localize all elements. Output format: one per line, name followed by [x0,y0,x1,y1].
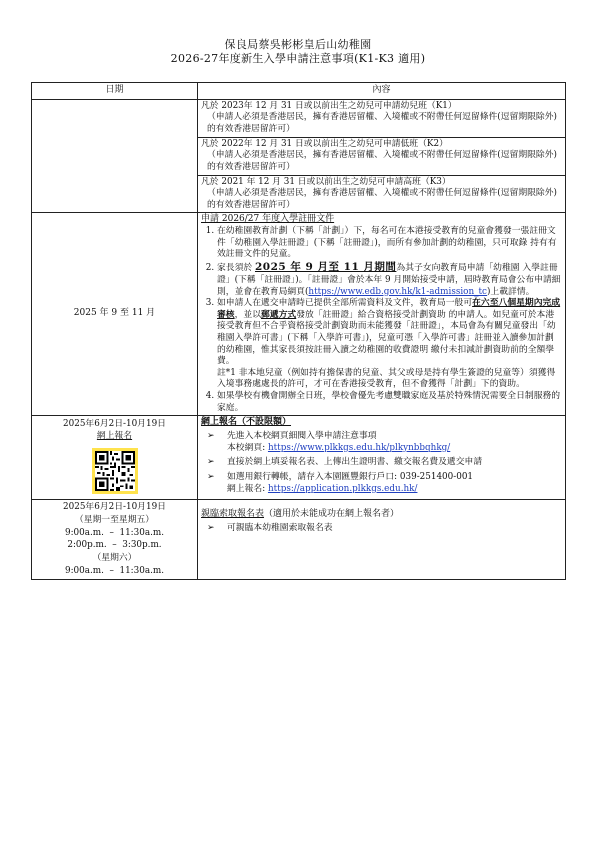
online-date: 2025年6月2日-10月19日 [63,419,166,430]
website-label: 本校網頁: [227,442,268,453]
list-item: 4. 如果學校有機會開辦全日班，學校會優先考慮雙職家庭及基於特殊情況需要全日制服務的家庭。 [217,391,562,414]
text-span: 發放「註冊證」給合資格接受計劃資助 的申請人。如兒童可於本港接受教育但不合乎資格接受計劃資助而未能獲發「註冊證」，本局會為有關兒童發出「幼稚園入學許可書」(下稱「入學許可書」)，兒童可憑「入學許可書」註冊並入讀參加計劃的幼稚園，惟其家長須按註冊入讀之幼稚園的收費證明 繳付未扣減計劃資助前的全額學費。 [217,309,556,367]
walkin-saturday: （星期六） [92,553,137,564]
walkin-content [198,500,566,580]
online-step-text: 直接於網上填妥報名表、上傳出生證明書、繳交報名費及遞交申請 [227,457,483,468]
arrow-bullet-icon: ➢ [207,471,215,482]
walkin-date: 2025年6月2日-10月19日 [63,502,166,513]
eligibility-line: 凡於 2022年 12 月 31 日或以前出生之幼兒可申請低班（K2） [201,138,448,149]
walkin-title: 親臨索取報名表 [201,509,265,520]
eligibility-k1 [198,99,566,137]
list-item [207,472,562,495]
walkin-steps [201,523,562,535]
list-item [217,298,562,368]
school-website-link[interactable]: https://www.plkkgs.edu.hk/plkynbbqhkg/ [267,442,451,453]
document-title: 2026-27年度新生入學申請注意事項(K1-K3 適用) [170,52,426,65]
registration-date: 2025 年 9 至 11 月 [32,213,198,416]
eligibility-line: 凡於 2023年 12 月 31 日或以前出生之幼兒可申請幼兒班（K1） [201,100,457,111]
arrow-bullet-icon: ➢ [207,431,215,442]
walkin-step-text: 可親臨本幼稚園索取報名表 [227,523,333,534]
eligibility-note: （申請人必須是香港居民，擁有香港居留權、入境權或不附帶任何逗留條件(逗留期限除外)的有效香港居留許可） [207,188,557,210]
walkin-time: 2:00p.m. – 3:30p.m. [67,540,162,551]
online-title: 網上報名（不設限額） [201,417,292,428]
walkin-title-note: （適用於未能成功在網上報名者） [264,509,400,520]
online-date-cell [32,416,198,500]
application-link[interactable]: https://application.plkkgs.edu.hk/ [267,483,418,494]
online-label: 網上報名 [96,430,133,441]
text-span: 家長須於 [217,263,255,274]
eligibility-note: （申請人必須是香港居民，擁有香港居留權、入境權或不附帶任何逗留條件(逗留期限除外)的有效香港居留許可） [207,112,557,135]
table-row [32,213,566,416]
online-content [198,416,566,500]
qr-code[interactable] [92,448,138,494]
online-application-line [227,484,562,496]
header-date: 日期 [32,83,198,100]
online-steps [201,431,562,495]
arrow-bullet-icon: ➢ [207,523,215,534]
eligibility-note: （申請人必須是香港居民，擁有香港居留權、入境權或不附帶任何逗留條件(逗留期限除外)的有效香港居留許可） [207,150,557,172]
arrow-bullet-icon: ➢ [207,457,215,468]
walkin-title-line [201,509,562,521]
list-item [217,261,562,298]
table-row [32,99,566,137]
school-name: 保良局蔡吳彬彬皇后山幼稚園 [224,38,372,51]
text-span: ，並以 [234,309,262,320]
table-row [32,500,566,580]
delivery-method: 郵遞方式 [261,309,297,320]
application-label: 網上報名: [227,483,268,494]
eligibility-line: 凡於 2021 年 12 月 31 日或以前出生之幼兒可申請高班（K3） [201,176,451,187]
edb-link[interactable]: https://www.edb.gov.hk/k1-admission_tc [308,286,487,297]
text-span: 為其子女向教育局申請「幼稚園 入學註冊證」(下稱「註冊證」)。「註冊證」會於本年 9 月開始接受申請，屆時教育局會公布申請細則，並會在教育局網頁( [217,263,561,297]
list-item [207,457,562,469]
review-period: 在六至八個星期內完成審核 [217,298,561,320]
registration-steps [201,226,562,368]
qr-code-icon [95,451,135,491]
registration-note: 註*1 非本地兒童（例如持有擔保書的兒童、其父或母是持有學生簽證的兒童等）須獲得入境事務處處長的許可，才可在香港接受教育，但不會獲得「計劃」下的資助。 [217,367,556,390]
registration-steps-continued [201,391,562,414]
registration-content [198,213,566,416]
eligibility-k3 [198,175,566,213]
list-item [207,431,562,454]
header-content: 內容 [198,83,566,100]
admission-table [31,82,566,580]
school-website-line [227,443,562,455]
list-item: 1. 在幼稚園教育計劃（下稱「計劃」）下，每名可在本港接受教育的兒童會獲發一張註冊文件「幼稚園入學註冊證」(下稱「註冊證」)，而所有參加計劃的幼稚園，只可取錄 持有有效註冊文件的兒童。 [217,226,562,261]
walkin-date-cell [32,500,198,580]
table-header-row [32,83,566,100]
eligibility-k2 [198,137,566,175]
list-item [207,523,562,535]
document-header [0,38,596,66]
eligibility-date-cell [32,99,198,212]
application-period: 2025 年 9 月至 11 月期間 [254,261,397,274]
walkin-time: 9:00a.m. – 11:30a.m. [64,527,165,538]
walkin-weekday: （星期一至星期五） [74,514,155,525]
bank-transfer-text: 如選用銀行轉帳，請存入本園匯豐銀行戶口: 039-251400-001 [227,471,474,482]
text-span: 如申請人在遞交申請時已提供全部所需資料及文件，教育局一般可 [217,298,473,309]
walkin-time: 9:00a.m. – 11:30a.m. [64,565,165,576]
registration-title: 申請 2026/27 年度入學註冊文件 [201,214,335,225]
online-step-text: 先進入本校網頁細閱入學申請注意事項 [227,431,377,442]
text-span: )上載詳情。 [487,286,535,297]
table-row [32,416,566,500]
